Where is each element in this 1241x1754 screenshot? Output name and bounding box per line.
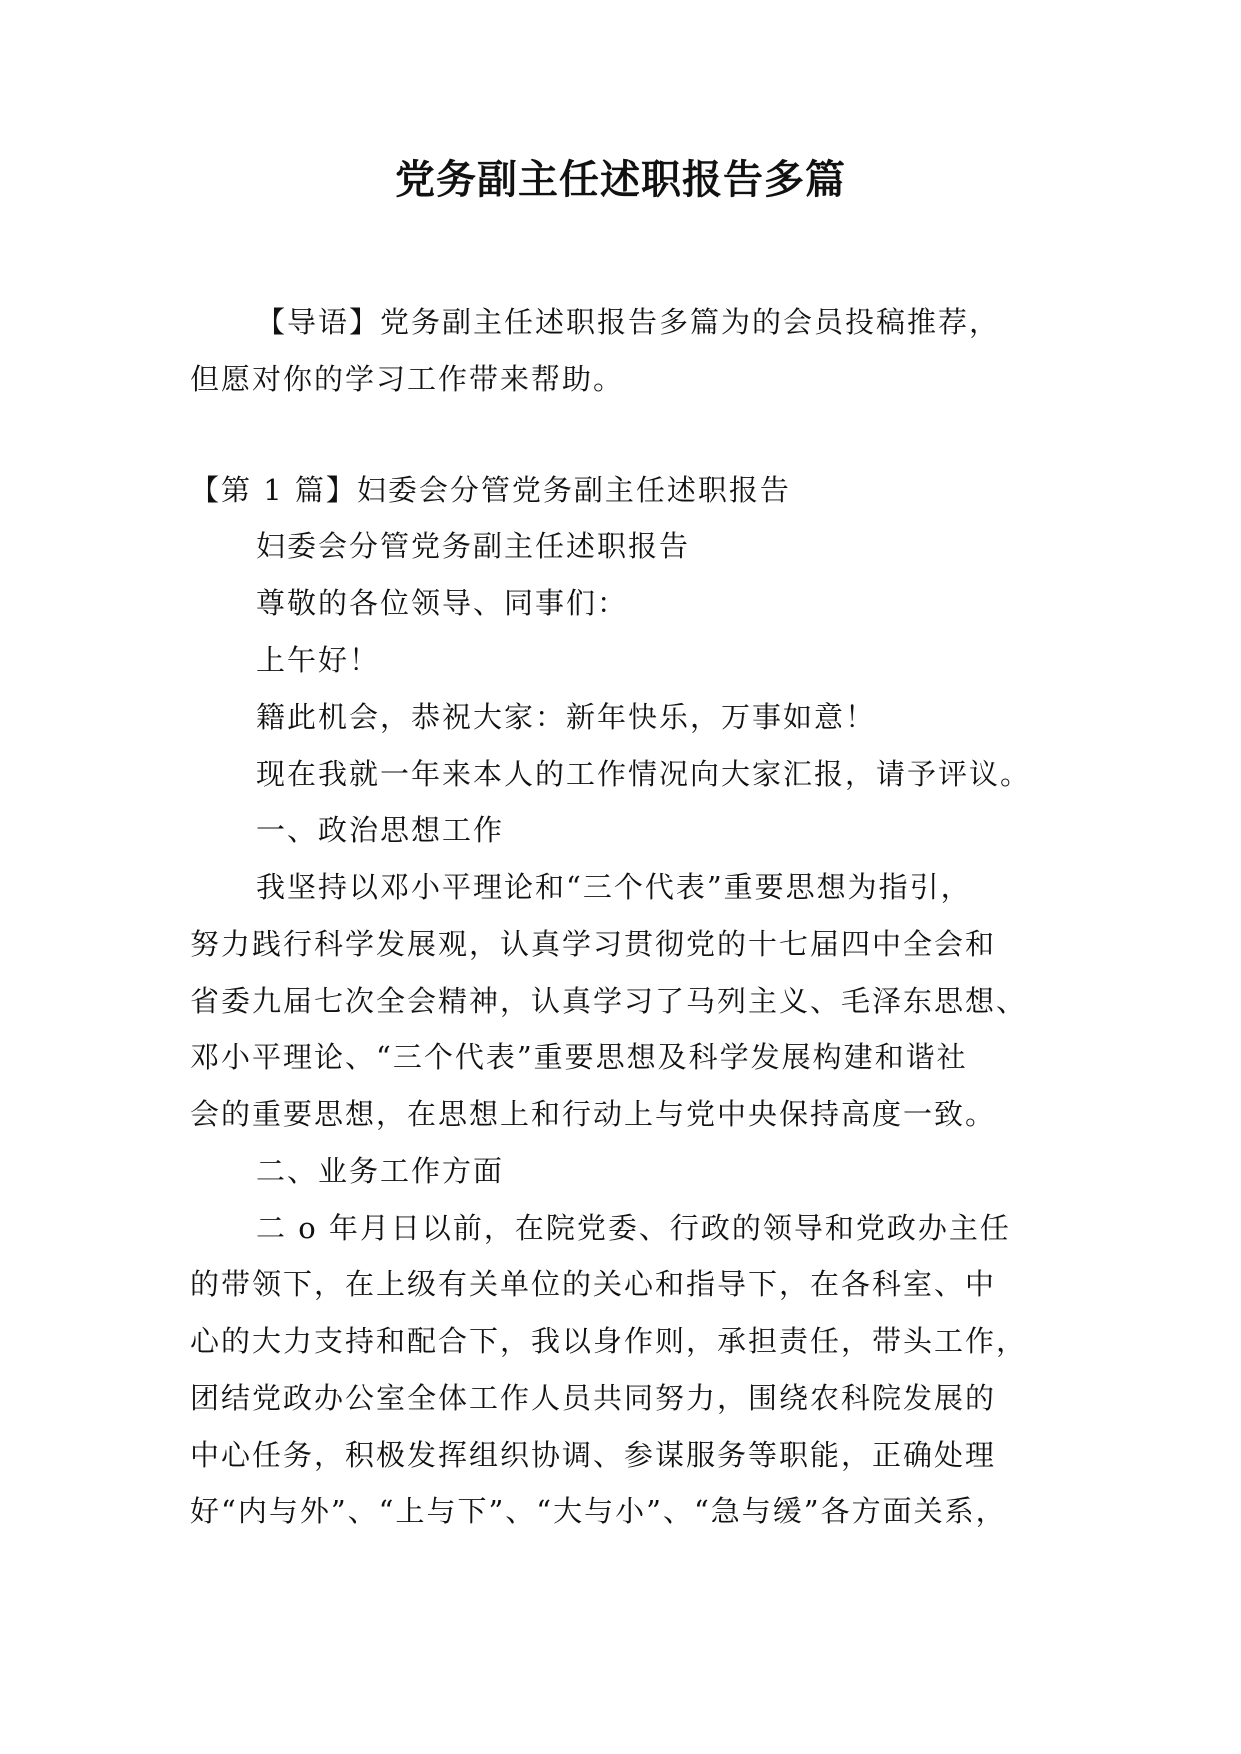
greeting: 上午好！: [256, 643, 381, 677]
intro-statement: 现在我就一年来本人的工作情况向大家汇报，请予评议。: [256, 757, 1032, 791]
paragraph-line: 二 o 年月日以前，在院党委、行政的领导和党政办主任: [256, 1211, 1011, 1245]
paragraph-line: 邓小平理论、“三个代表”重要思想及科学发展构建和谐社: [190, 1040, 968, 1074]
paragraph-line: 心的大力支持和配合下，我以身作则，承担责任，带头工作，: [190, 1324, 1028, 1358]
salutation: 尊敬的各位领导、同事们：: [256, 586, 629, 620]
report-title: 妇委会分管党务副主任述职报告: [256, 529, 691, 563]
intro-line-2: 但愿对你的学习工作带来帮助。: [190, 362, 625, 396]
document-title: 党务副主任述职报告多篇: [395, 156, 846, 203]
intro-line-1: 【导语】党务副主任述职报告多篇为的会员投稿推荐，: [256, 305, 1001, 339]
paragraph-line: 好“内与外”、“上与下”、“大与小”、“急与缓”各方面关系，: [190, 1494, 1007, 1528]
paragraph-line: 团结党政办公室全体工作人员共同努力，围绕农科院发展的: [190, 1381, 997, 1415]
wishes: 籍此机会，恭祝大家：新年快乐，万事如意！: [256, 700, 877, 734]
heading-political: 一、政治思想工作: [256, 813, 505, 847]
paragraph-line: 省委九届七次全会精神，认真学习了马列主义、毛泽东思想、: [190, 984, 1028, 1018]
paragraph-line: 努力践行科学发展观，认真学习贯彻党的十七届四中全会和: [190, 927, 997, 961]
section-heading: 【第 1 篇】妇委会分管党务副主任述职报告: [190, 473, 791, 507]
paragraph-line: 中心任务，积极发挥组织协调、参谋服务等职能，正确处理: [190, 1438, 997, 1472]
heading-business: 二、业务工作方面: [256, 1154, 505, 1188]
paragraph-line: 的带领下，在上级有关单位的关心和指导下，在各科室、中: [190, 1267, 997, 1301]
paragraph-line: 会的重要思想，在思想上和行动上与党中央保持高度一致。: [190, 1097, 997, 1131]
paragraph-line: 我坚持以邓小平理论和“三个代表”重要思想为指引，: [256, 870, 972, 904]
